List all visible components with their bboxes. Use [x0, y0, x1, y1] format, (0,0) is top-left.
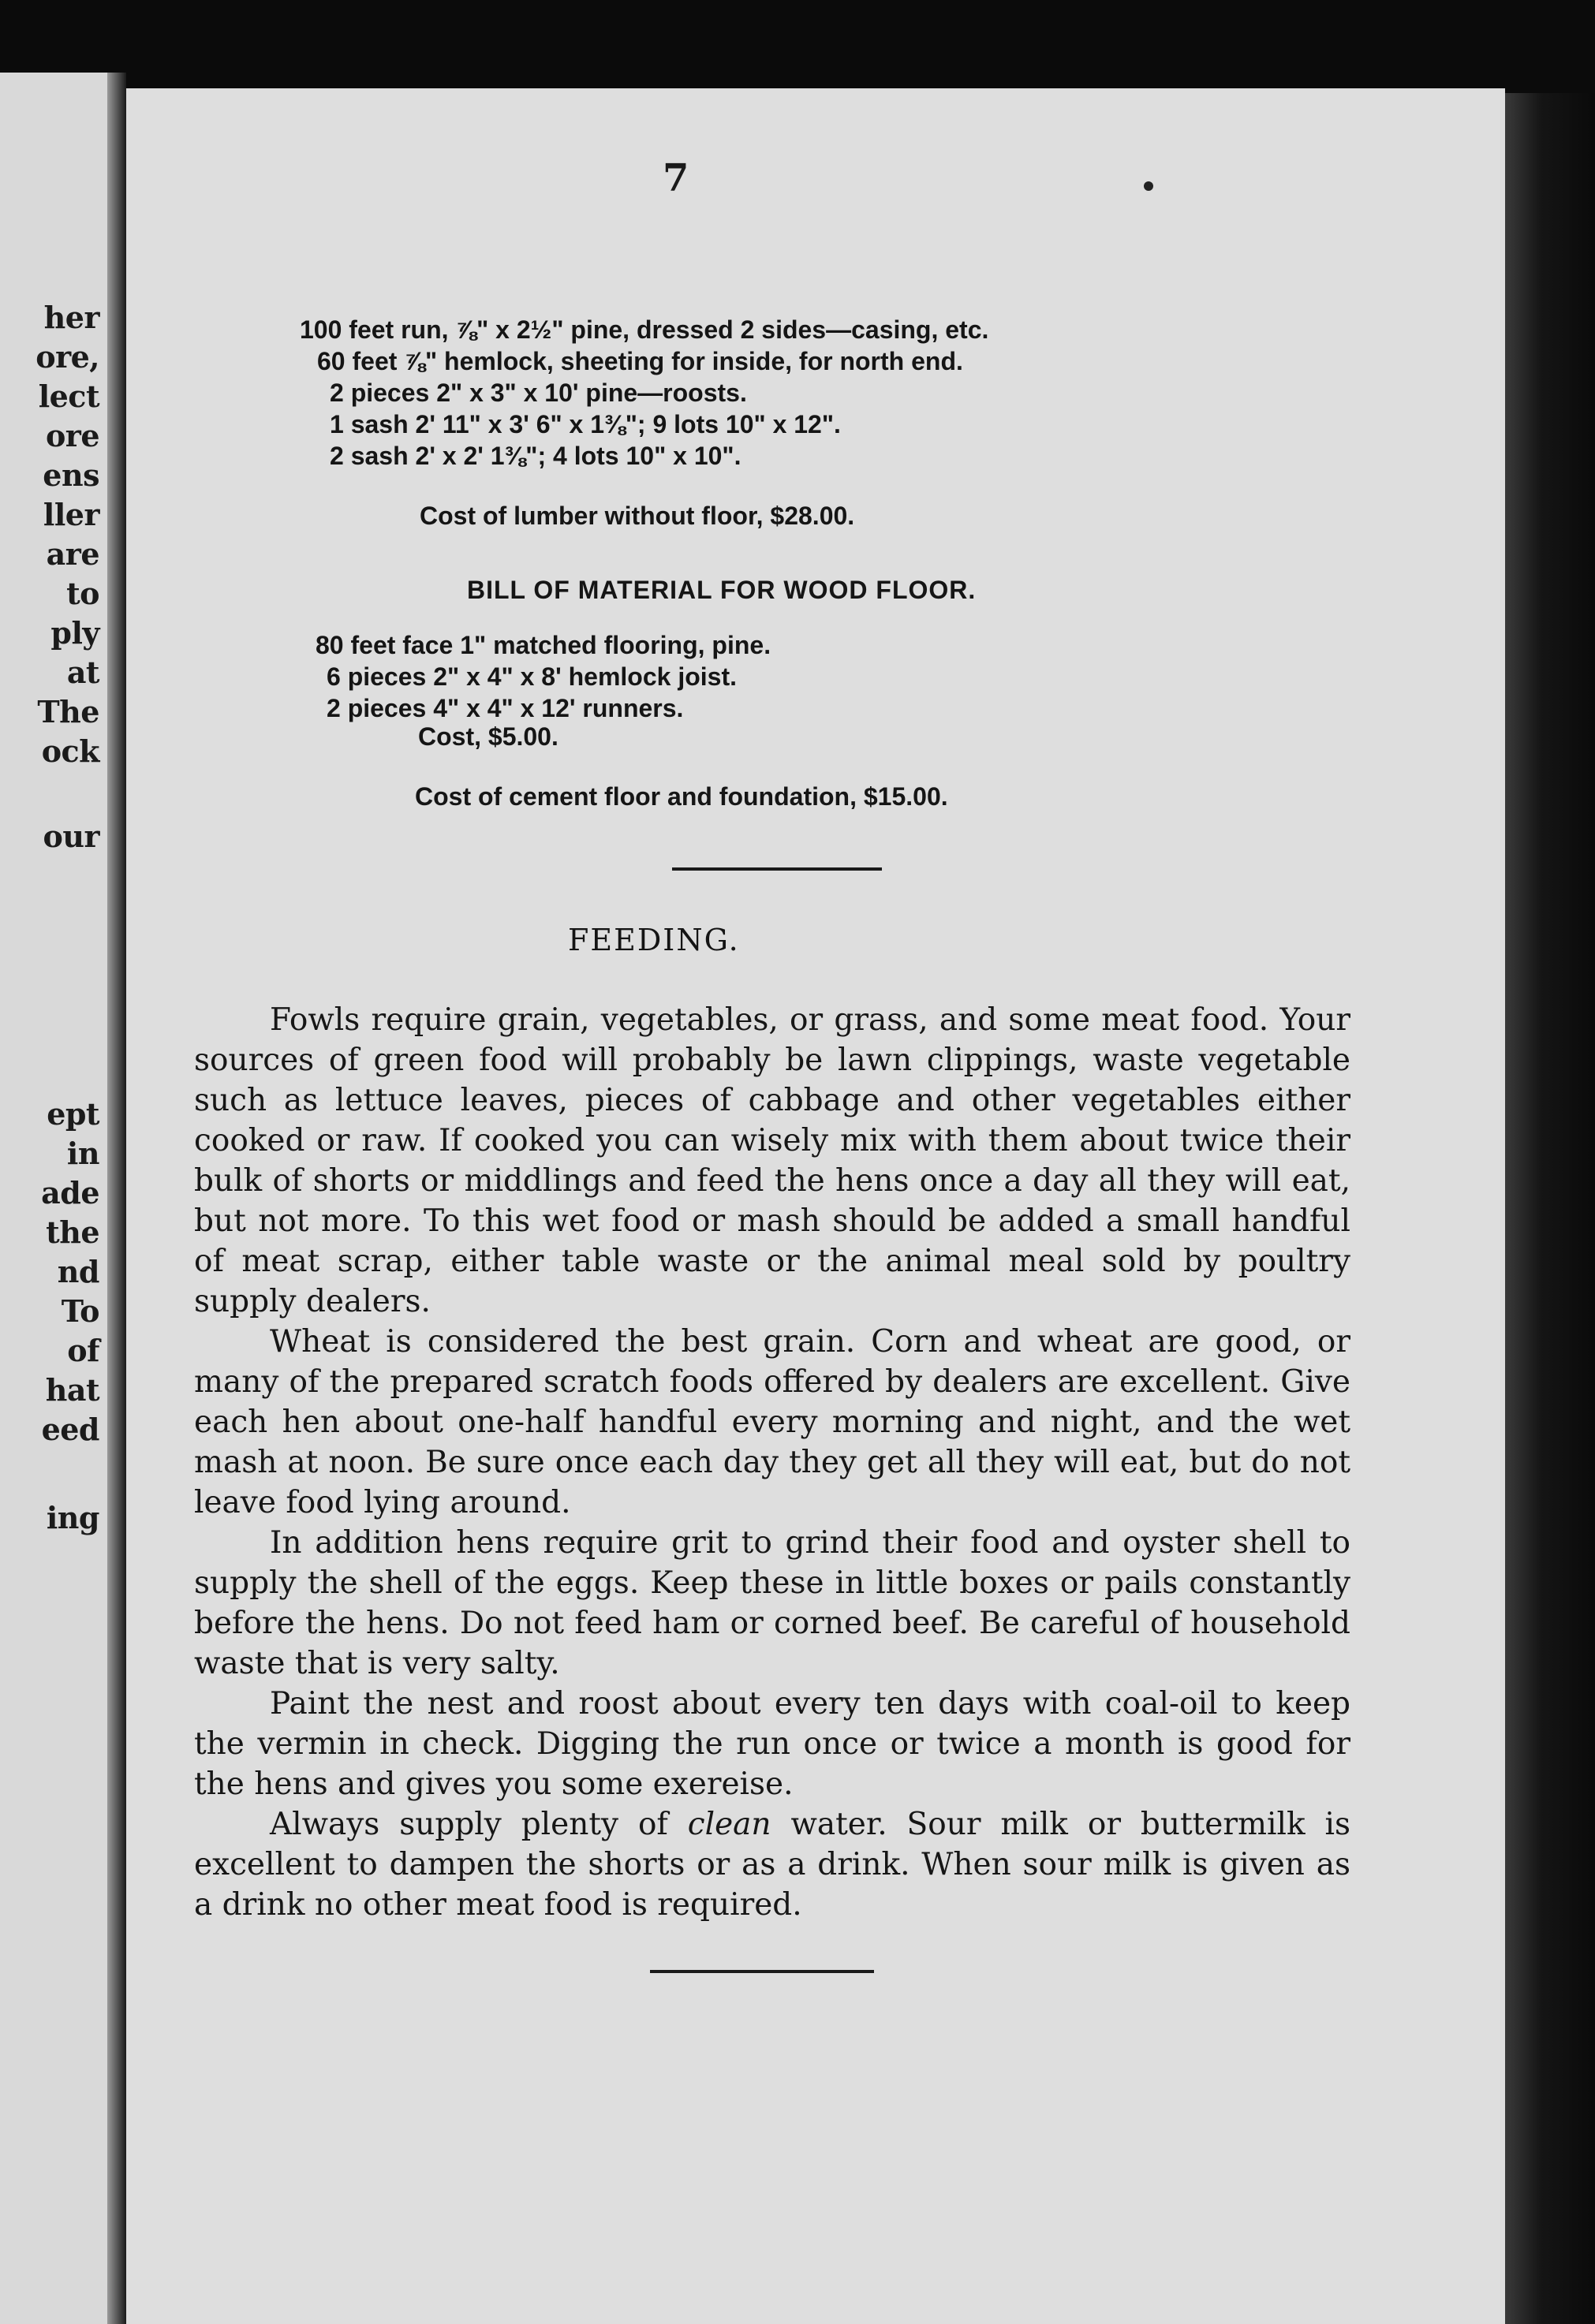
paragraph: Wheat is considered the best grain. Corn and wheat are good, or many of the prepared scratch foods offered by dealers are excellent. Give each hen about one-half handful every morning and night, and the wet mash at noon. Be sure once each day they get all they will eat, but do not leave food lying around. [194, 1324, 1350, 1520]
left-fragment: The [37, 694, 99, 729]
left-fragment: hat [45, 1372, 99, 1408]
ink-speck [1144, 181, 1153, 191]
page-stack-edge [1505, 93, 1595, 2324]
left-fragment: of [67, 1333, 99, 1368]
left-fragment: nd [57, 1254, 99, 1289]
material-line: 1 sash 2' 11" x 3' 6" x 1⅜"; 9 lots 10" x 12". [330, 410, 841, 438]
material-line: 2 pieces 2" x 3" x 10' pine—roosts. [330, 379, 747, 407]
left-fragment: at [66, 655, 99, 690]
left-fragment: ller [43, 497, 99, 532]
left-fragment: are [46, 536, 99, 572]
left-fragment: lect [38, 379, 99, 414]
lumber-cost: Cost of lumber without floor, $28.00. [420, 502, 855, 530]
left-fragment: eed [41, 1412, 99, 1447]
paragraph: Paint the nest and roost about every ten days with coal-oil to keep the vermin in check. Digging the run once or twice a month is good for the hens and gives you some exereise. [194, 1686, 1350, 1802]
floor-line: 6 pieces 2" x 4" x 8' hemlock joist. [327, 662, 737, 691]
material-line: 100 feet run, ⅞" x 2½" pine, dressed 2 sides—casing, etc. [300, 315, 989, 344]
paragraph [194, 1804, 1350, 1925]
end-divider [650, 1970, 874, 1973]
feeding-body [194, 1000, 1350, 1925]
left-page-fragment [0, 73, 126, 2324]
floor-line: 2 pieces 4" x 4" x 12' runners. [327, 694, 684, 722]
floor-cost: Cost, $5.00. [418, 722, 558, 751]
left-fragment: in [66, 1136, 99, 1171]
material-line: 2 sash 2' x 2' 1⅜"; 4 lots 10" x 10". [330, 442, 741, 470]
material-line: 60 feet ⅞" hemlock, sheeting for inside, for north end. [317, 347, 963, 375]
left-fragment: ock [41, 733, 99, 769]
left-fragment: To [61, 1293, 99, 1329]
left-fragment: ens [43, 457, 99, 493]
floor-line: 80 feet face 1" matched flooring, pine. [316, 631, 771, 659]
feeding-heading: FEEDING. [568, 923, 740, 957]
left-fragment: her [43, 300, 99, 335]
book-gutter [107, 73, 126, 2324]
left-fragment: our [43, 819, 99, 854]
left-fragment: ing [46, 1500, 99, 1535]
emphasis-clean: clean [687, 1807, 771, 1842]
text-run: Always supply plenty of [270, 1807, 688, 1842]
paragraph: Fowls require grain, vegetables, or grass, and some meat food. Your sources of green food will probably be lawn clippings, waste vegetable such as lettuce leaves, pieces of cabbage and other vegetables either cooked or raw. If cooked you can wisely mix with them about twice their bulk of shorts or middlings and feed the hens once a day all they will eat, but not more. To this wet food or mash should be added a small handful of meat scrap, either table waste or the animal meal sold by poultry supply dealers. [194, 1002, 1350, 1319]
cement-cost: Cost of cement floor and foundation, $15.00. [415, 782, 948, 811]
left-fragment: ore, [35, 339, 99, 375]
left-fragment: ept [47, 1096, 99, 1132]
left-fragment: ply [50, 615, 99, 651]
left-fragment: to [66, 576, 99, 611]
page-number: 7 [663, 156, 689, 200]
paragraph: In addition hens require grit to grind their food and oyster shell to supply the shell of the eggs. Keep these in little boxes or pails constantly before the hens. Do not feed ham or corned beef. Be careful of household waste that is very salty. [194, 1525, 1350, 1681]
left-fragment: ore [45, 418, 99, 453]
left-fragment: the [46, 1214, 99, 1250]
floor-bill-heading: BILL OF MATERIAL FOR WOOD FLOOR. [467, 576, 977, 604]
text-run: water. Sour milk or buttermilk is excellent to dampen the shorts or as a drink. When sour milk is given as a drink no other meat food is required. [194, 1807, 1350, 1923]
left-fragment: ade [41, 1175, 99, 1210]
section-divider [672, 867, 882, 871]
